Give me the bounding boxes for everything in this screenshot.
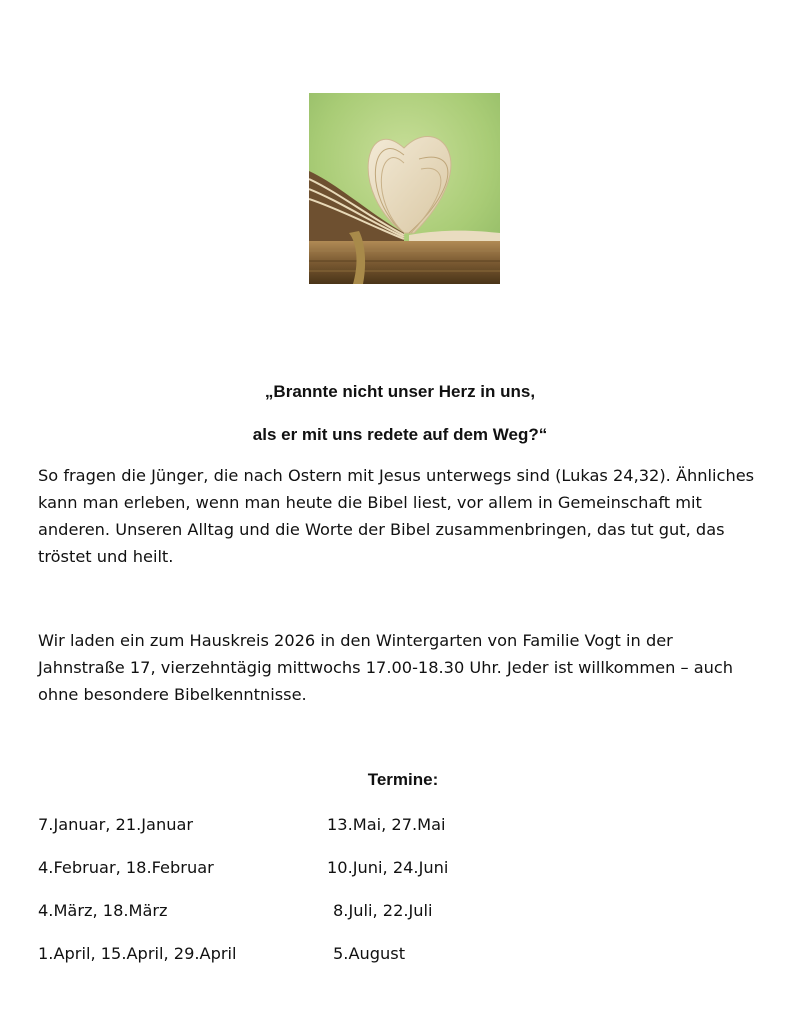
quote-line-2: als er mit uns redete auf dem Weg?“ xyxy=(252,425,548,444)
date-entry: 1.April, 15.April, 29.April xyxy=(38,944,237,963)
date-entry: 5.August xyxy=(333,944,406,963)
date-entry: 7.Januar, 21.Januar xyxy=(38,815,194,834)
date-entry: 4.Februar, 18.Februar xyxy=(38,858,214,877)
quote-line-1: „Brannte nicht unser Herz in uns, xyxy=(264,382,536,401)
book-heart-photo xyxy=(309,93,500,284)
intro-paragraph: So fragen die Jünger, die nach Ostern mit Jesus unterwegs sind (Lukas 24,32). Ähnliches kann man erleben, wenn man heute die Bibel liest, vor allem in Gemeinschaft mit anderen. Unseren Alltag und die Worte der Bibel zusammenbringen, das tut gut, das tröstet und heilt. xyxy=(38,466,755,566)
termine-heading: Termine: xyxy=(367,770,439,789)
date-entry: 4.März, 18.März xyxy=(38,901,168,920)
date-entry: 10.Juni, 24.Juni xyxy=(327,858,449,877)
date-entry: 13.Mai, 27.Mai xyxy=(327,815,446,834)
date-entry: 8.Juli, 22.Juli xyxy=(333,901,433,920)
invitation-paragraph: Wir laden ein zum Hauskreis 2026 in den Wintergarten von Familie Vogt in der Jahnstraße 17, vierzehntägig mittwochs 17.00-18.30 Uhr. Jeder ist willkommen – auch ohne besondere Bibelkenntnisse. xyxy=(38,631,734,704)
